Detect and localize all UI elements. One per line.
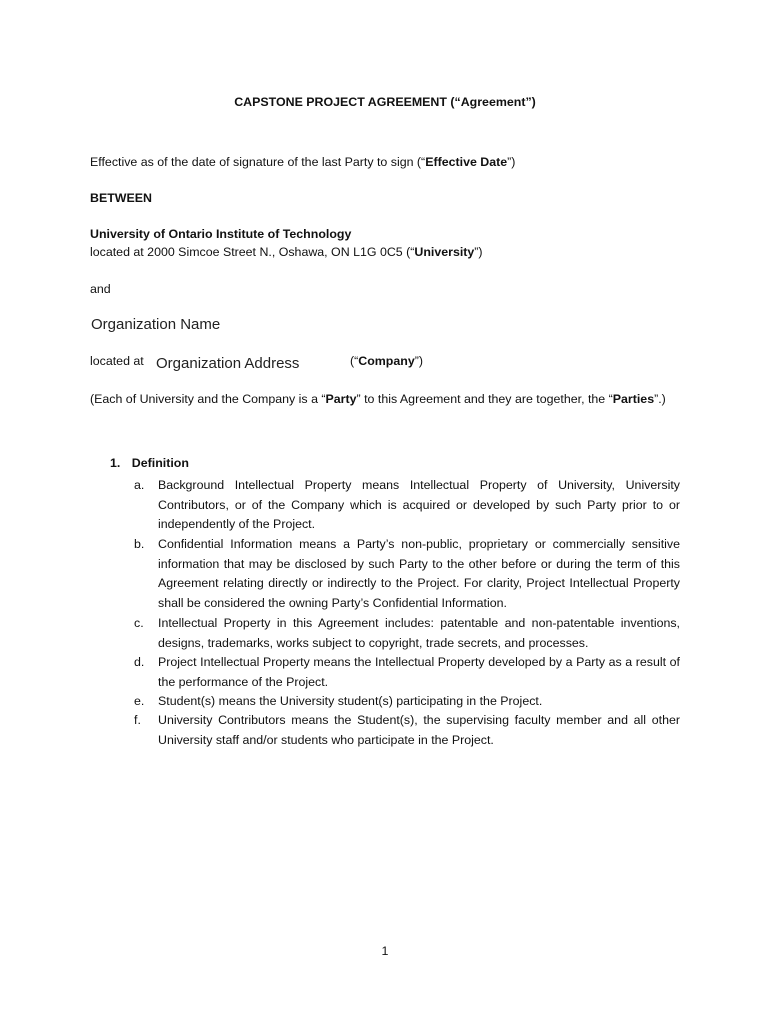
organization-name-field[interactable]: Organization Name <box>91 316 221 333</box>
university-address-suffix: ”) <box>474 245 483 259</box>
list-item-text: Intellectual Property in this Agreement includes: patentable and non-patentable inventions, designs, trademarks, works subject to copyright, trade secrets, and processes. <box>158 616 680 650</box>
section-heading <box>110 456 189 470</box>
page-number: 1 <box>381 944 389 958</box>
list-item-text: University Contributors means the Student(s), the supervising faculty member and all other University staff and/or students who participate in the Project. <box>158 713 680 747</box>
list-marker: a. <box>134 478 145 492</box>
list-marker: d. <box>134 655 145 669</box>
university-term: University <box>414 245 475 259</box>
parties-text-2: ” to this Agreement and they are together, the “ <box>356 392 613 406</box>
effective-date-line <box>90 155 515 169</box>
list-item-text: Project Intellectual Property means the Intellectual Property developed by a Party as a result of the performance of the Project. <box>158 655 680 689</box>
list-marker: e. <box>134 694 145 708</box>
company-term: Company <box>358 354 415 368</box>
section-number: 1. <box>110 456 121 470</box>
between-heading: BETWEEN <box>90 191 152 205</box>
party-term: Party <box>325 392 357 406</box>
parties-term: Parties <box>612 392 655 406</box>
company-term-line <box>350 354 423 368</box>
section-title: Definition <box>131 456 189 470</box>
list-item <box>134 692 680 712</box>
and-text: and <box>90 282 111 296</box>
list-marker: f. <box>134 713 141 727</box>
list-item <box>134 614 680 653</box>
university-name: University of Ontario Institute of Technology <box>90 227 352 241</box>
list-marker: c. <box>134 616 144 630</box>
company-close: ”) <box>414 354 423 368</box>
list-item-text: Confidential Information means a Party’s non-public, proprietary or commercially sensitive information that may be disclosed by such Party to the other before or during the term of this Agreement relating directly or indirectly to the Project. For clarity, Project Intellectual Property shall be considered the owning Party’s Confidential Information. <box>158 537 680 610</box>
parties-text-1: (Each of University and the Company is a “ <box>90 392 326 406</box>
list-item <box>134 476 680 535</box>
effective-suffix: ”) <box>507 155 516 169</box>
company-open: (“ <box>350 354 359 368</box>
list-item-text: Background Intellectual Property means Intellectual Property of University, University Contributors, or of the Company which is acquired or developed by such Party prior to or independently of the Project. <box>158 478 680 532</box>
list-item-text: Student(s) means the University student(s) participating in the Project. <box>158 694 543 708</box>
parties-text-3: ”.) <box>654 392 666 406</box>
university-address <box>90 245 483 259</box>
document-title: CAPSTONE PROJECT AGREEMENT (“Agreement”) <box>234 95 536 109</box>
effective-prefix: Effective as of the date of signature of the last Party to sign (“ <box>90 155 426 169</box>
list-marker: b. <box>134 537 145 551</box>
list-item <box>134 535 680 613</box>
list-item <box>134 653 680 692</box>
parties-paragraph <box>90 390 680 410</box>
list-item <box>134 711 680 750</box>
organization-address-field[interactable]: Organization Address <box>156 355 300 372</box>
effective-date-term: Effective Date <box>425 155 508 169</box>
university-address-text: located at 2000 Simcoe Street N., Oshawa, ON L1G 0C5 (“ <box>90 245 415 259</box>
located-at-label: located at <box>90 354 144 368</box>
